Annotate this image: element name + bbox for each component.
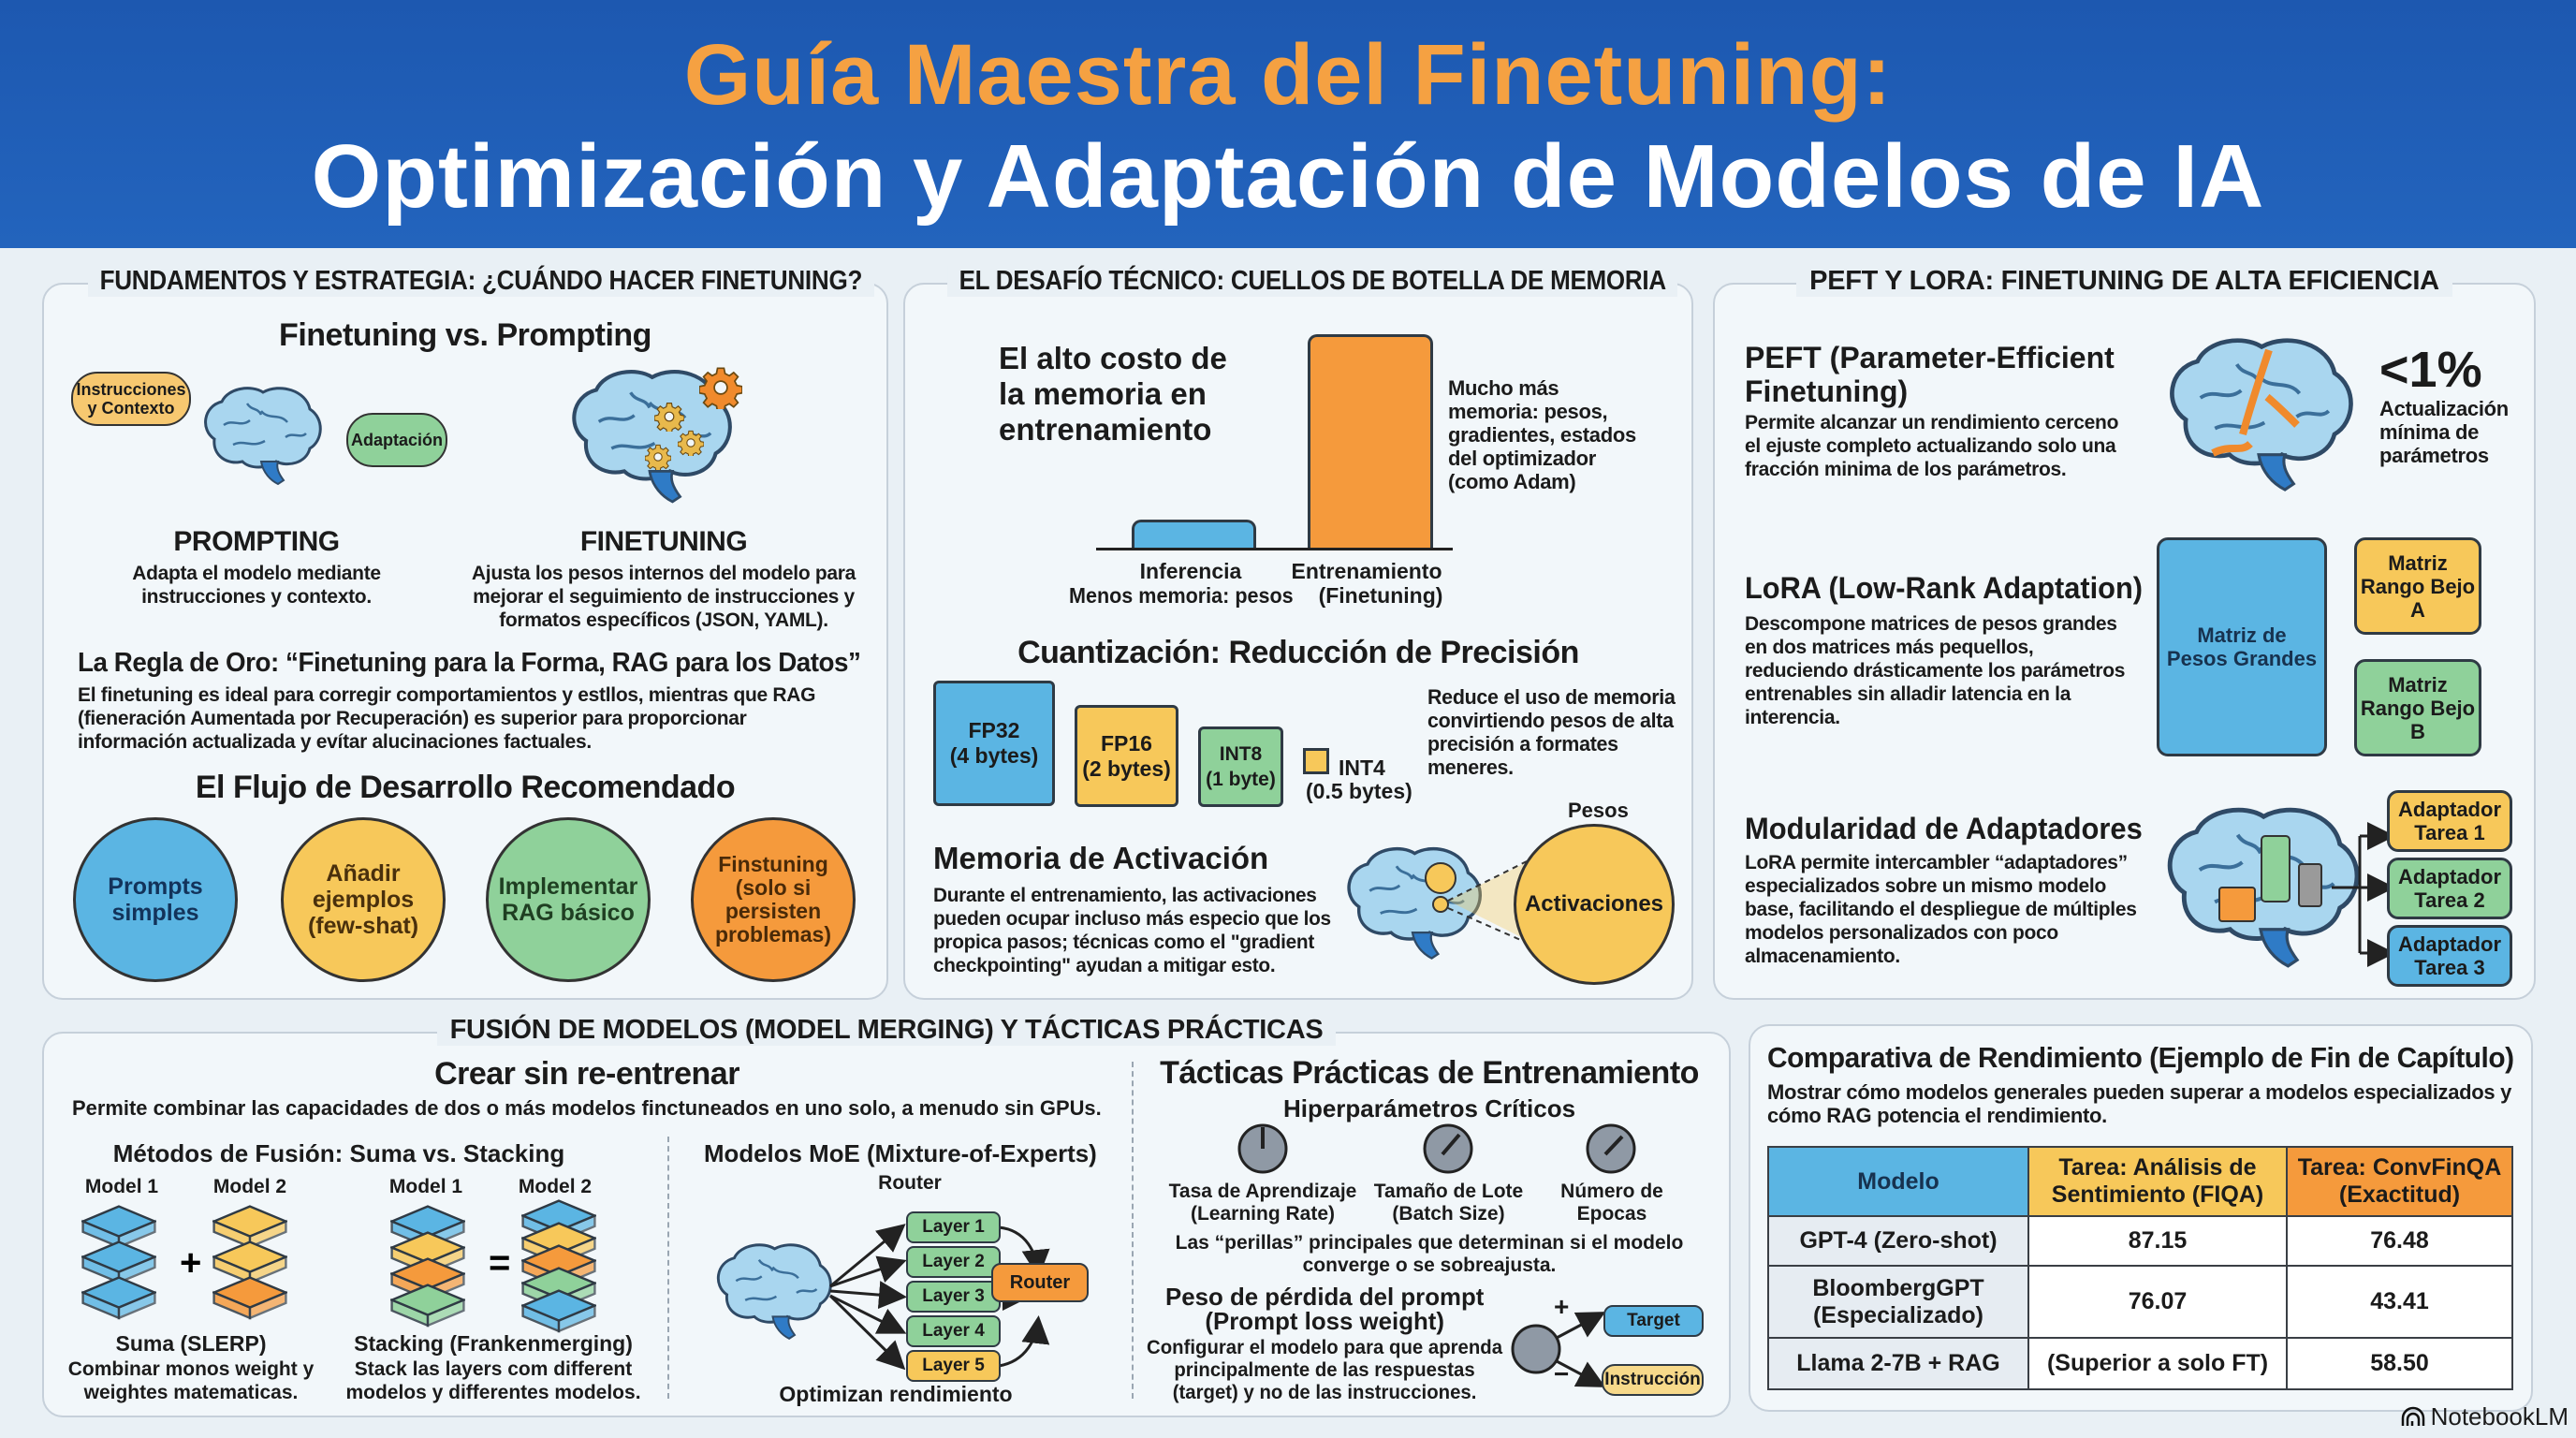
bar-training-label: Entrenamiento xyxy=(1291,559,1442,583)
panel-fundamentos xyxy=(42,266,888,1000)
cell-fiqa: (Superior a solo FT) xyxy=(2028,1338,2287,1389)
peft-title: PEFT (Parameter-Efficient Finetuning) xyxy=(1745,341,2115,408)
table-row xyxy=(1768,1216,2512,1266)
header-model: Modelo xyxy=(1768,1147,2028,1216)
lora-desc: Descompone matrices de pesos grandes en dos matrices más pequellos, reduciendo drásticamente los parámetros entrenables sin alladir latencia en la interencia. xyxy=(1745,613,2126,728)
quant-fp16: FP16 (2 bytes) xyxy=(1075,705,1178,807)
panel-title: PEFT Y LORA: FINETUNING DE ALTA EFICIENCIA xyxy=(1715,266,2534,297)
title-line-2: Optimización y Adaptación de Modelos de IA xyxy=(311,126,2265,227)
comparison-table xyxy=(1767,1146,2513,1390)
plus-sign: + xyxy=(180,1242,202,1284)
header-fiqa: Tarea: Análisis de Sentimiento (FIQA) xyxy=(2028,1147,2287,1216)
moe-layer-1: Layer 1 xyxy=(906,1211,1001,1243)
stack-model-1-label: Model 1 xyxy=(388,1176,463,1197)
percent-value: <1% xyxy=(2379,342,2482,398)
activations-circle: Activaciones xyxy=(1514,824,1675,985)
panel-title: FUSIÓN DE MODELOS (MODEL MERGING) Y TÁCTICAS PRÁCTICAS xyxy=(44,1015,1729,1046)
subtitle-finetuning-vs-prompting: Finetuning vs. Prompting xyxy=(279,317,651,353)
panel-comparativa xyxy=(1749,1024,2533,1412)
comparison-desc: Mostrar cómo modelos generales pueden superar a modelos especializados y cómo RAG potencia el rendimiento. xyxy=(1767,1080,2512,1127)
cell-model: GPT-4 (Zero-shot) xyxy=(1768,1216,2028,1266)
sum-model-1-label: Model 1 xyxy=(84,1176,159,1197)
fusion-desc: Permite combinar las capacidades de dos o más modelos finctuneados en uno solo, a menudo sin GPUs. xyxy=(72,1096,1102,1120)
modular-desc: LoRA permite intercambler “adaptadores” especializados sobre un mismo modelo base, facilitando el despliegue de múltiples modelos personalizados con poco almacenamiento. xyxy=(1745,852,2137,967)
divider xyxy=(667,1137,669,1399)
peft-desc: Permite alcanzar un rendimiento cerceno el ejuste completo actualizando solo una fracción minima de los parámetros. xyxy=(1745,412,2119,480)
cell-convfinqa: 43.41 xyxy=(2287,1266,2512,1338)
quant-int4-name: INT4 xyxy=(1339,756,1385,780)
plus-sign: + xyxy=(1554,1292,1570,1321)
matrix-b: Matriz Rango Bejo B xyxy=(2354,659,2481,756)
bar-inference xyxy=(1132,520,1256,550)
table-header-row xyxy=(1768,1147,2512,1216)
comparison-title: Comparativa de Rendimiento (Ejemplo de Fin de Capítulo) xyxy=(1767,1041,2514,1074)
table-row xyxy=(1768,1338,2512,1389)
notebooklm-brand: NotebookLM xyxy=(2401,1402,2569,1431)
training-note: Mucho más memoria: pesos, gradientes, estados del optimizador (como Adam) xyxy=(1448,376,1636,493)
equals-sign: = xyxy=(489,1242,511,1284)
activation-desc: Durante el entrenamiento, las activaciones pueden ocupar incluso más especio que los propica pasos; técnicas como el "gradient checkpointing" ayudan a mitigar esto. xyxy=(933,885,1331,976)
prompt-loss-title: Peso de pérdida del prompt (Prompt loss weight) xyxy=(1165,1283,1485,1335)
brain-activation-icon xyxy=(1338,831,1506,972)
lora-title: LoRA (Low-Rank Adaptation) xyxy=(1745,571,2144,605)
finetuning-title: FINETUNING xyxy=(579,526,748,557)
golden-rule-desc: El finetuning es ideal para corregir comportamientos y estllos, mientras que RAG (fieneración Aumentada por Recuperación) es superior para proporcionar información actualizada y evítar alucinaciones factuales. xyxy=(78,684,816,753)
activation-title: Memoria de Activación xyxy=(933,841,1269,875)
table-row xyxy=(1768,1266,2512,1338)
stack-desc: Stack las layers com different modelos y differentes modelos. xyxy=(345,1358,641,1403)
bar-training-note: (Finetuning) xyxy=(1318,583,1443,608)
quant-int4-square xyxy=(1303,748,1329,774)
moe-router-label: Router xyxy=(878,1172,942,1194)
knob-learning-rate-icon xyxy=(1239,1125,1286,1172)
moe-router-box: Router xyxy=(991,1263,1089,1302)
panel-fusion-tacticas xyxy=(42,1015,1731,1417)
prompting-title: PROMPTING xyxy=(173,526,340,557)
matrix-a: Matriz Rango Bejo A xyxy=(2354,537,2481,635)
moe-layer-4: Layer 4 xyxy=(906,1315,1001,1347)
brain-peft-icon xyxy=(2157,322,2361,503)
weights-label: Pesos xyxy=(1568,799,1629,822)
knob-batch-size-label: Tamaño de Lote (Batch Size) xyxy=(1373,1181,1524,1225)
brain-icon xyxy=(196,383,327,486)
prompting-desc: Adapta el modelo mediante instrucciones y contexto. xyxy=(132,563,381,608)
cell-fiqa: 76.07 xyxy=(2028,1266,2287,1338)
header-convfinqa: Tarea: ConvFinQA (Exactitud) xyxy=(2287,1147,2512,1216)
fusion-subtitle: Crear sin re-entrenar xyxy=(434,1056,739,1092)
moe-layer-3: Layer 3 xyxy=(906,1281,1001,1313)
flow-step-4: Finstuning (solo si persisten problemas) xyxy=(691,817,856,982)
bar-axis xyxy=(1096,548,1453,550)
panel-title: FUNDAMENTOS Y ESTRATEGIA: ¿CUÁNDO HACER FINETUNING? xyxy=(44,266,886,297)
bar-inference-note: Menos memoria: pesos xyxy=(1069,583,1294,608)
quant-int8: INT8 (1 byte) xyxy=(1198,726,1283,807)
moe-layer-5: Layer 5 xyxy=(906,1350,1001,1382)
flow-step-1: Prompts simples xyxy=(73,817,238,982)
quant-note: Reduce el uso de memoria convirtiendo pesos de alta precisión a formates meneres. xyxy=(1427,685,1676,779)
tactics-title: Tácticas Prácticas de Entrenamiento xyxy=(1160,1055,1699,1091)
sum-title: Suma (SLERP) xyxy=(115,1331,267,1356)
panel-memoria xyxy=(903,266,1693,1000)
adapter-task-2: Adaptador Tarea 2 xyxy=(2387,858,2512,919)
sum-desc: Combinar monos weight y weightes matematicas. xyxy=(67,1358,315,1403)
minus-sign: − xyxy=(1554,1359,1570,1388)
target-box: Target xyxy=(1603,1305,1704,1337)
bubble-instructions: Instrucciones y Contexto xyxy=(71,372,191,426)
brain-gears-icon xyxy=(561,364,739,505)
golden-rule-title: La Regla de Oro: “Finetuning para la Forma, RAG para los Datos” xyxy=(78,648,861,678)
panel-peft xyxy=(1713,266,2536,1000)
flow-step-3: Implementar RAG básico xyxy=(486,817,651,982)
panel-title: EL DESAFÍO TÉCNICO: CUELLOS DE BOTELLA DE MEMORIA xyxy=(905,266,1691,297)
adapter-task-3: Adaptador Tarea 3 xyxy=(2387,925,2512,987)
memory-cost-title: El alto costo de la memoria en entrenamiento xyxy=(999,341,1227,447)
title-line-1: Guía Maestra del Finetuning: xyxy=(683,27,1893,123)
cell-fiqa: 87.15 xyxy=(2028,1216,2287,1266)
header-banner xyxy=(0,0,2576,248)
adapter-task-1: Adaptador Tarea 1 xyxy=(2387,790,2512,852)
knobs-icons xyxy=(1237,1123,1630,1180)
stack-title: Stacking (Frankenmerging) xyxy=(354,1331,633,1356)
knob-epochs-icon xyxy=(1588,1125,1634,1172)
moe-caption: Optimizan rendimiento xyxy=(779,1382,1013,1406)
quant-title: Cuantización: Reducción de Precisión xyxy=(1017,635,1579,670)
knob-epochs-label: Número de Epocas xyxy=(1560,1181,1663,1225)
quant-fp32: FP32 (4 bytes) xyxy=(933,681,1055,806)
cell-convfinqa: 76.48 xyxy=(2287,1216,2512,1266)
divider xyxy=(1132,1062,1134,1399)
finetuning-desc: Ajusta los pesos internos del modelo para mejorar el seguimiento de instrucciones y formatos específicos (JSON, YAML). xyxy=(471,563,856,631)
prompt-loss-desc: Configurar el modelo para que aprenda principalmente de las respuestas (target) y no de las instrucciones. xyxy=(1147,1337,1503,1403)
flow-title: El Flujo de Desarrollo Recomendado xyxy=(195,770,736,805)
knob-learning-rate-label: Tasa de Aprendizaje (Learning Rate) xyxy=(1168,1181,1357,1225)
moe-layer-2: Layer 2 xyxy=(906,1246,1001,1278)
instruction-box: Instrucción xyxy=(1602,1364,1704,1396)
hyperparams-title: Hiperparámetros Críticos xyxy=(1282,1094,1576,1123)
matrix-large: Matriz de Pesos Grandes xyxy=(2157,537,2327,756)
sum-model-2-label: Model 2 xyxy=(212,1176,287,1197)
moe-title: Modelos MoE (Mixture-of-Experts) xyxy=(704,1139,1097,1167)
quant-int4-size: (0.5 bytes) xyxy=(1306,779,1412,803)
cell-model: BloombergGPT (Especializado) xyxy=(1768,1266,2028,1338)
cell-convfinqa: 58.50 xyxy=(2287,1338,2512,1389)
methods-title: Métodos de Fusión: Suma vs. Stacking xyxy=(112,1139,565,1167)
cell-model: Llama 2-7B + RAG xyxy=(1768,1338,2028,1389)
knob-batch-size-icon xyxy=(1425,1125,1471,1172)
stack-model-2-label: Model 2 xyxy=(518,1176,593,1197)
notebooklm-logo-icon xyxy=(2401,1407,2425,1428)
bar-training xyxy=(1308,334,1433,550)
percent-desc: Actualización mínima de parámetros xyxy=(2379,397,2509,467)
flow-step-2: Añadir ejemplos (few-shat) xyxy=(281,817,446,982)
merge-layer-stacks-icon xyxy=(81,1205,643,1327)
modular-title: Modularidad de Adaptadores xyxy=(1745,812,2143,845)
bar-inference-label: Inferencia xyxy=(1139,559,1242,583)
knobs-desc: Las “perillas” principales que determinan si el modelo converge o se sobreajusta. xyxy=(1175,1232,1684,1276)
bubble-adaptation: Adaptación xyxy=(346,413,447,467)
